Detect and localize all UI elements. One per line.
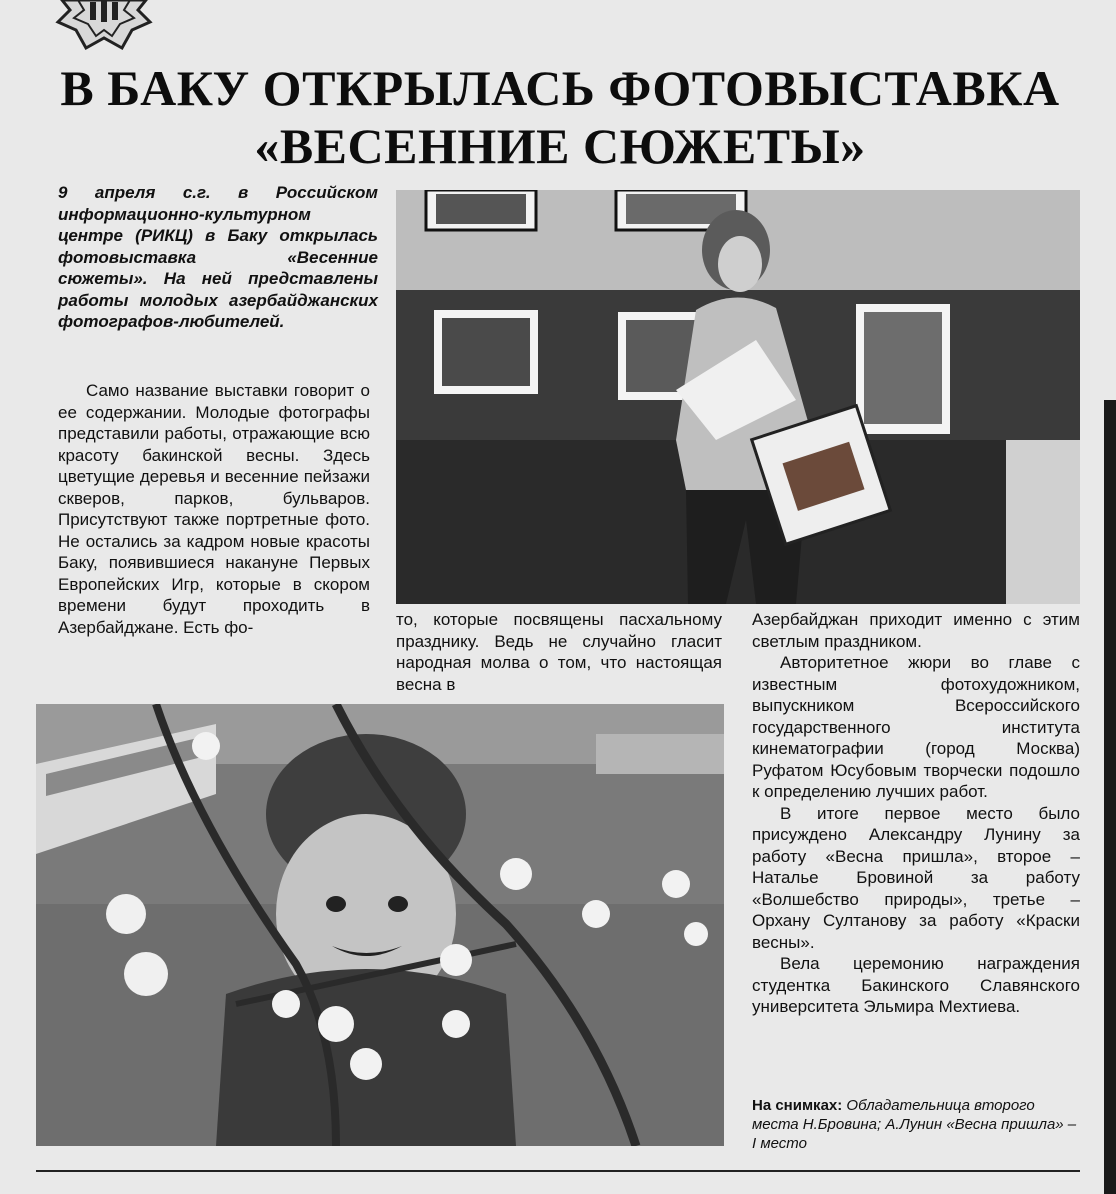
headline-line-1: В БАКУ ОТКРЫЛАСЬ ФОТОВЫСТАВКА [60, 60, 1060, 116]
article-column-3 [752, 609, 1080, 1018]
article-paragraph: Вела церемонию награждения студентка Бакинского Славянского университета Эльмира Мехтиева. [752, 954, 1080, 1016]
article-paragraph: Азербайджан приходит именно с этим светлым праздником. [752, 610, 1080, 651]
article-paragraph: Авторитетное жюри во главе с известным фотохудожником, выпускником Всероссийского государственного института кинематографии (город Москва) Руфатом Юсубовым творчески подошло к определению лучших работ. [752, 653, 1080, 801]
article-lead: 9 апреля с.г. в Российском информационно-культурном центре (РИКЦ) в Баку открылась фотовыставка «Весенние сюжеты». На ней представлены работы молодых азербайджанских фотографов-любителей. [58, 183, 378, 331]
article-column-2: то, которые посвящены пасхальному празднику. Ведь не случайно гласит народная молва о том, что настоящая весна в [396, 610, 722, 694]
exhibition-photo [396, 190, 1080, 604]
headline-line-2: «ВЕСЕННИЕ СЮЖЕТЫ» [254, 118, 866, 174]
newspaper-logo-icon [52, 0, 156, 52]
caption-text: Обладательница второго места Н.Бровина; А.Лунин «Весна пришла» – I место [752, 1097, 1077, 1152]
bottom-rule [36, 1170, 1080, 1172]
spring-photo [36, 704, 724, 1146]
spring-photo-image [36, 704, 724, 1146]
caption-label: На снимках: [752, 1097, 843, 1114]
article-paragraph: В итоге первое место было присуждено Александру Лунину за работу «Весна пришла», второе – Наталье Бровиной за работу «Волшебство природы», третье – Орхану Султанову за работу «Краски весны». [752, 803, 1080, 952]
article-column-1: Само название выставки говорит о ее содержании. Молодые фотографы представили работы, отражающие всю красоту бакинской весны. Здесь цветущие деревья и весенние пейзажи скверов, парков, бульваров. Присутствуют также портретные фото. Не остались за кадром новые красоты Баку, появившиеся накануне Первых Европейских Игр, которые в скором времени будут проходить в Азербайджане. Есть фо- [58, 381, 370, 637]
photo-caption [752, 1096, 1082, 1153]
page-edge-shadow [1104, 400, 1116, 1194]
exhibition-photo-image [396, 190, 1080, 604]
